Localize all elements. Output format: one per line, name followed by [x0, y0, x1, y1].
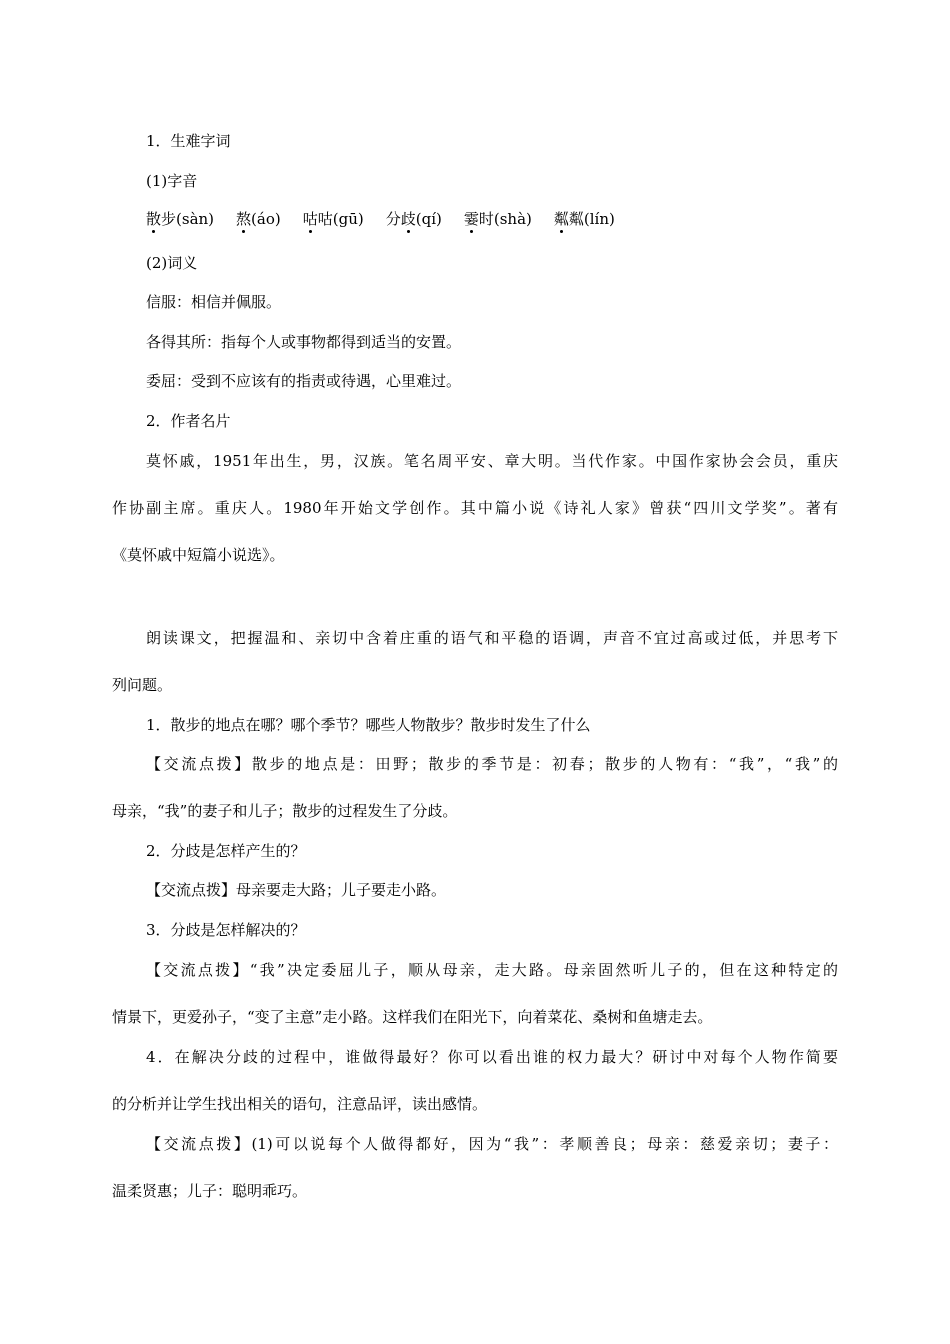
emphasis-dot-char: 散: [146, 210, 162, 228]
author-text-line: 作协副主席。重庆人。1980年开始文学创作。其中篇小说《诗礼人家》曾获“四川文学奖”。著有: [112, 499, 838, 517]
word-item: 咕咕(gū): [302, 210, 364, 228]
meaning-item: 各得其所：指每个人或事物都得到适当的安置。: [146, 333, 462, 351]
reading-intro-line: 朗读课文，把握温和、亲切中含着庄重的语气和平稳的语调，声音不宜过高或过低，并思考下: [146, 629, 838, 647]
word-item: 散步(sàn): [146, 210, 215, 228]
word-item: 熬(áo): [236, 210, 281, 228]
emphasis-dot-char: 霎: [463, 210, 479, 228]
question-1: 1．散步的地点在哪？哪个季节？哪些人物散步？散步时发生了什么: [146, 716, 591, 734]
meaning-item: 委屈：受到不应该有的指责或待遇，心里难过。: [146, 372, 462, 390]
word-item: 分歧(qí): [385, 210, 442, 228]
pronunciation-label: (1)字音: [146, 172, 198, 190]
meaning-item: 信服：相信并佩服。: [146, 293, 282, 311]
question-3: 3．分歧是怎样解决的？: [146, 921, 306, 939]
reading-intro-line: 列问题。: [112, 676, 173, 694]
word-item: 粼粼(lín): [553, 210, 615, 228]
word-item: 霎时(shà): [463, 210, 532, 228]
author-text-line: 莫怀戚，1951年出生，男，汉族。笔名周平安、章大明。当代作家。中国作家协会会员，重庆: [146, 452, 838, 470]
answer-1-line: 母亲，“我”的妻子和儿子；散步的过程发生了分歧。: [112, 802, 458, 820]
emphasis-dot-char: 歧: [400, 210, 416, 228]
emphasis-dot-char: 熬: [236, 210, 252, 228]
emphasis-dot-char: 咕: [302, 210, 318, 228]
emphasis-dot-char: 粼: [553, 210, 569, 228]
answer-2: 【交流点拨】母亲要走大路；儿子要走小路。: [146, 881, 447, 899]
question-2: 2．分歧是怎样产生的？: [146, 842, 306, 860]
question-4-line: 的分析并让学生找出相关的语句，注意品评，读出感情。: [112, 1095, 488, 1113]
pronunciation-list: [146, 209, 838, 229]
author-text-line: 《莫怀戚中短篇小说选》。: [112, 546, 285, 564]
answer-4-line: 温柔贤惠；儿子：聪明乖巧。: [112, 1182, 308, 1200]
question-4-line: 4．在解决分歧的过程中，谁做得最好？你可以看出谁的权力最大？研讨中对每个人物作简要: [146, 1048, 838, 1066]
answer-3-line: 【交流点拨】“我”决定委屈儿子，顺从母亲，走大路。母亲固然听儿子的，但在这种特定的: [146, 961, 838, 979]
answer-4-line: 【交流点拨】(1)可以说每个人做得都好，因为“我”：孝顺善良；母亲：慈爱亲切；妻子：: [146, 1135, 838, 1153]
section-heading-author: 2．作者名片: [146, 412, 231, 430]
meaning-label: (2)词义: [146, 254, 198, 272]
section-heading-vocab: 1．生难字词: [146, 132, 231, 150]
answer-3-line: 情景下，更爱孙子，“变了主意”走小路。这样我们在阳光下，向着菜花、桑树和鱼塘走去。: [112, 1008, 713, 1026]
answer-1-line: 【交流点拨】散步的地点是：田野；散步的季节是：初春；散步的人物有：“我”，“我”的: [146, 755, 838, 773]
